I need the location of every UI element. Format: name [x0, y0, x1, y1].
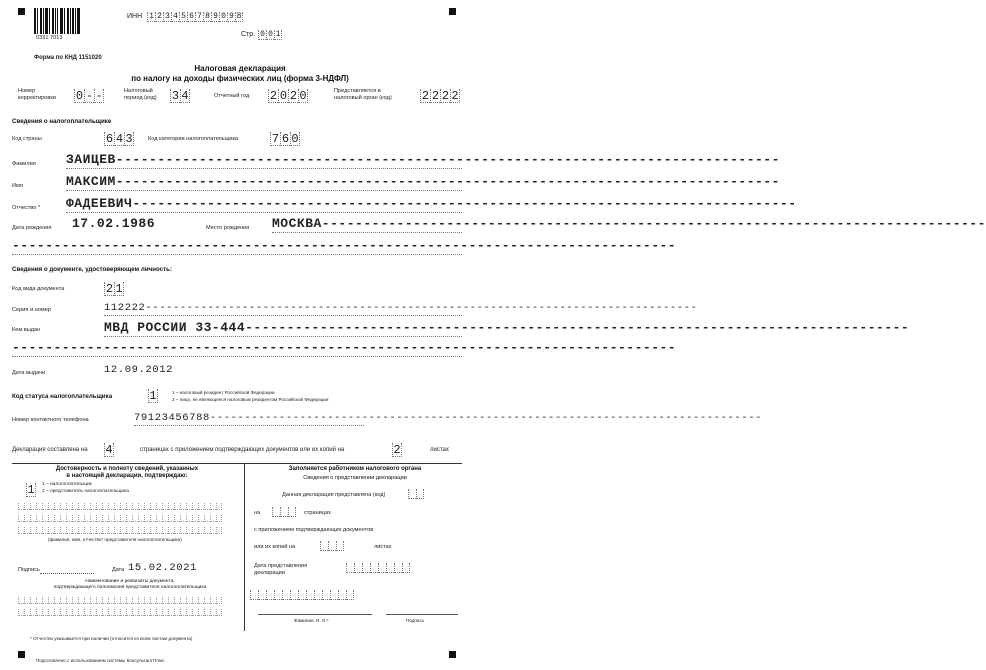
representative-fio-row-3[interactable] — [18, 527, 222, 534]
corner-marker — [449, 8, 456, 15]
confirmation-title-line1: Достоверность и полноту сведений, указанных — [55, 466, 199, 472]
country-field[interactable] — [104, 132, 134, 146]
authority-doc-caption — [20, 579, 240, 591]
char-cell: 7 — [195, 12, 203, 22]
char-cell: 2 — [155, 12, 163, 22]
char-cell: 2 — [393, 443, 401, 457]
char-cell: 0 — [266, 30, 274, 40]
char-cell: 9 — [211, 12, 219, 22]
char-cell: 9 — [227, 12, 235, 22]
sheets-label: листах — [374, 544, 392, 550]
barcode-image — [34, 8, 80, 34]
char-cell: 2 — [431, 89, 440, 103]
char-cell: 2 — [289, 89, 298, 103]
char-cell — [328, 541, 336, 551]
corner-marker — [18, 8, 25, 15]
signer-code-field[interactable] — [26, 483, 36, 497]
char-cell: 3 — [163, 12, 171, 22]
char-cell — [320, 541, 328, 551]
page-number-field[interactable] — [258, 30, 282, 40]
name-label: Имя — [12, 183, 23, 189]
char-cell — [416, 489, 424, 499]
report-year-field[interactable] — [268, 89, 308, 103]
inn-label: ИНН — [127, 13, 143, 20]
char-cell: 1 — [149, 389, 157, 403]
doc-code-label: Код вида документа — [12, 286, 65, 292]
char-cell — [336, 541, 344, 551]
char-cell: 2 — [269, 89, 278, 103]
representative-fio-row-1[interactable] — [18, 503, 222, 510]
char-cell — [314, 590, 322, 600]
char-cell — [258, 590, 266, 600]
issue-date-label: Дата выдачи — [12, 370, 46, 376]
char-cell — [280, 507, 288, 517]
status-label: Код статуса налогоплательщика — [12, 393, 113, 400]
char-cell: 8 — [236, 12, 242, 21]
char-cell: 0 — [75, 89, 84, 103]
representative-fio-row-2[interactable] — [18, 515, 222, 522]
submission-date-label-line2: декларации — [254, 570, 285, 576]
inspector-title: Заполняется работником налогового органа — [288, 466, 422, 472]
char-cell — [266, 590, 274, 600]
authority-doc-row-1[interactable] — [18, 597, 222, 604]
authority-doc-caption-line1: Наименование и реквизиты документа, — [85, 579, 175, 584]
barcode-number: 0331 7013 — [36, 35, 63, 41]
char-cell — [298, 590, 306, 600]
birth-date-label: Дата рождения — [12, 225, 52, 231]
taxpayer-section-title: Сведения о налогоплательщике — [12, 118, 112, 125]
char-cell: 4 — [181, 89, 189, 103]
char-cell: 4 — [105, 443, 113, 457]
char-cell: 0 — [291, 132, 299, 146]
attach-label: с приложением подтверждающих документов — [254, 527, 374, 533]
inspector-sign-line — [386, 614, 458, 615]
series-label: Серия и номер — [12, 307, 51, 313]
signer-option-2: 2 – представитель налогоплательщика — [42, 489, 129, 494]
char-cell — [216, 609, 222, 616]
char-cell — [216, 515, 222, 522]
char-cell — [346, 563, 354, 573]
char-cell — [362, 563, 370, 573]
char-cell: 0 — [279, 89, 288, 103]
char-cell — [322, 590, 330, 600]
category-label: Код категории налогоплательщика — [148, 136, 239, 142]
char-cell — [272, 507, 280, 517]
char-cell — [386, 563, 394, 573]
char-cell: 8 — [203, 12, 211, 22]
attached-sheets-field[interactable] — [392, 443, 402, 457]
title-line1: Налоговая декларация — [194, 64, 286, 73]
phone-field[interactable]: 79123456788-------------------------------------------------------------------------------- — [134, 412, 762, 424]
char-cell: 6 — [187, 12, 195, 22]
char-cell: 0 — [299, 89, 307, 103]
char-cell — [394, 563, 402, 573]
confirmation-title-line2: в настоящей декларации, подтверждаю: — [66, 473, 188, 479]
char-cell: 0 — [219, 12, 227, 22]
inspector-fio-label: Фамилия, И. О.* — [294, 618, 329, 623]
status-option-2: 2 – лицо, не являющееся налоговым резидентом Российской Федерации — [172, 397, 329, 402]
inspector-sign-label: Подпись — [406, 618, 425, 623]
birth-place-field[interactable]: МОСКВА-------------------------------------------------------------------------------- — [272, 216, 986, 231]
inspector-fio-line — [258, 614, 372, 615]
char-cell: 4 — [115, 132, 124, 146]
char-cell — [290, 590, 298, 600]
name-field[interactable]: МАКСИМ-------------------------------------------------------------------------------- — [66, 174, 780, 189]
char-cell — [354, 563, 362, 573]
char-cell: 2 — [421, 89, 430, 103]
document-section-title: Сведения о документе, удостоверяющем личность: — [12, 266, 173, 273]
page-title — [110, 64, 370, 84]
tax-authority-label: Представляется в налоговый орган (код) — [334, 88, 392, 101]
inspector-subtitle: Сведения о представлении декларации — [303, 475, 407, 481]
divider — [12, 463, 462, 464]
registration-number-field[interactable] — [250, 590, 354, 600]
issued-by-field[interactable]: МВД РОССИИ 33-444-------------------------------------------------------------------------------- — [104, 320, 910, 335]
submission-date-label-line1: Дата представления — [254, 563, 308, 569]
status-field[interactable] — [148, 389, 158, 403]
surname-field[interactable]: ЗАИЦЕВ-------------------------------------------------------------------------------- — [66, 152, 780, 167]
category-field[interactable] — [270, 132, 300, 146]
sign-label: Подпись — [18, 567, 40, 573]
inn-field[interactable] — [147, 12, 243, 22]
char-cell — [338, 590, 346, 600]
phone-label: Номер контактного телефона — [12, 417, 89, 423]
char-cell — [274, 590, 282, 600]
authority-doc-row-2[interactable] — [18, 609, 222, 616]
report-year-label: Отчетный год — [214, 93, 250, 99]
country-label: Код страны — [12, 136, 42, 142]
char-cell: 3 — [171, 89, 180, 103]
issue-date-field[interactable]: 12.09.2012 — [104, 364, 174, 376]
char-cell — [288, 507, 296, 517]
representative-fio-caption: (фамилия, имя, отчество* представителя налогоплательщика) — [48, 537, 182, 542]
char-cell: 1 — [115, 282, 123, 296]
pages-suffix: листах — [430, 447, 449, 453]
submission-label: Данная декларация представлена (код) — [282, 492, 386, 498]
char-cell — [330, 590, 338, 600]
surname-label: Фамилия — [12, 161, 36, 167]
divider — [244, 463, 245, 631]
tax-authority-field[interactable] — [420, 89, 460, 103]
received-sheets-field[interactable] — [320, 541, 344, 551]
char-cell: 7 — [271, 132, 280, 146]
char-cell — [370, 563, 378, 573]
series-field[interactable]: 112222-------------------------------------------------------------------------------- — [104, 302, 698, 314]
date-label: Дата — [112, 567, 125, 573]
page-label: Стр. — [241, 31, 256, 38]
char-cell: 6 — [281, 132, 290, 146]
submission-date-field[interactable] — [346, 563, 410, 573]
corner-marker — [18, 651, 25, 658]
tax-period-field[interactable] — [170, 89, 190, 103]
char-cell: - — [95, 89, 103, 103]
submission-code-field[interactable] — [408, 489, 424, 499]
char-cell — [216, 597, 222, 604]
char-cell — [216, 527, 222, 534]
doc-code-field[interactable] — [104, 282, 124, 296]
char-cell — [282, 590, 290, 600]
char-cell — [306, 590, 314, 600]
char-cell: 2 — [441, 89, 450, 103]
pages-prefix: Декларация составлена на — [12, 447, 88, 453]
char-cell: 2 — [105, 282, 114, 296]
title-line2: по налогу на доходы физических лиц (форма 3-НДФЛ) — [131, 74, 349, 83]
status-option-1: 1 – налоговый резидент Российской Федерации — [172, 390, 275, 395]
issued-by-continuation[interactable]: -------------------------------------------------------------------------------- — [12, 340, 677, 355]
issued-by-label: Кем выдан — [12, 327, 41, 333]
footnote: * Отчество указывается при наличии (относится ко всем листам документа) — [30, 636, 193, 641]
corner-marker — [449, 651, 456, 658]
birth-place-continuation[interactable]: -------------------------------------------------------------------------------- — [12, 238, 677, 253]
patronymic-label: Отчество * — [12, 205, 41, 211]
confirmation-title — [14, 466, 240, 480]
char-cell: - — [85, 89, 94, 103]
char-cell — [346, 590, 354, 600]
authority-doc-caption-line2: подтверждающего полномочия представителя налогоплательщика — [53, 585, 207, 590]
char-cell: 4 — [171, 12, 179, 22]
tax-period-label: Налоговый период (код) — [124, 88, 157, 101]
char-cell: 6 — [105, 132, 114, 146]
birth-date-field[interactable]: 17.02.1986 — [72, 216, 156, 231]
correction-field[interactable] — [74, 89, 104, 103]
pages-middle: страницах с приложением подтверждающих документов или их копий на — [140, 447, 345, 453]
char-cell: 2 — [451, 89, 459, 103]
char-cell — [378, 563, 386, 573]
char-cell — [402, 563, 410, 573]
signing-date-field[interactable]: 15.02.2021 — [128, 562, 198, 574]
birth-place-label: Место рождения — [206, 225, 250, 231]
copies-label: или их копий на — [254, 544, 296, 550]
char-cell: 0 — [258, 30, 266, 40]
pages-label: страницах — [304, 510, 331, 516]
char-cell — [250, 590, 258, 600]
received-pages-field[interactable] — [272, 507, 296, 517]
char-cell: 1 — [275, 30, 281, 39]
correction-label: Номер корректировки — [18, 88, 56, 101]
on-label: на — [254, 510, 261, 516]
declaration-pages-field[interactable] — [104, 443, 114, 457]
char-cell: 1 — [147, 12, 155, 22]
patronymic-field[interactable]: ФАДЕЕВИЧ-------------------------------------------------------------------------------- — [66, 196, 797, 211]
char-cell: 5 — [179, 12, 187, 22]
char-cell — [216, 503, 222, 510]
char-cell: 3 — [125, 132, 133, 146]
signature-line — [40, 573, 94, 574]
form-code: Форма по КНД 1151020 — [34, 55, 102, 61]
char-cell — [408, 489, 416, 499]
footer-note: Подготовлено с использованием системы КонсультантПлюс — [36, 658, 165, 663]
signer-option-1: 1 – налогоплательщик — [42, 482, 92, 487]
char-cell: 1 — [27, 483, 35, 497]
